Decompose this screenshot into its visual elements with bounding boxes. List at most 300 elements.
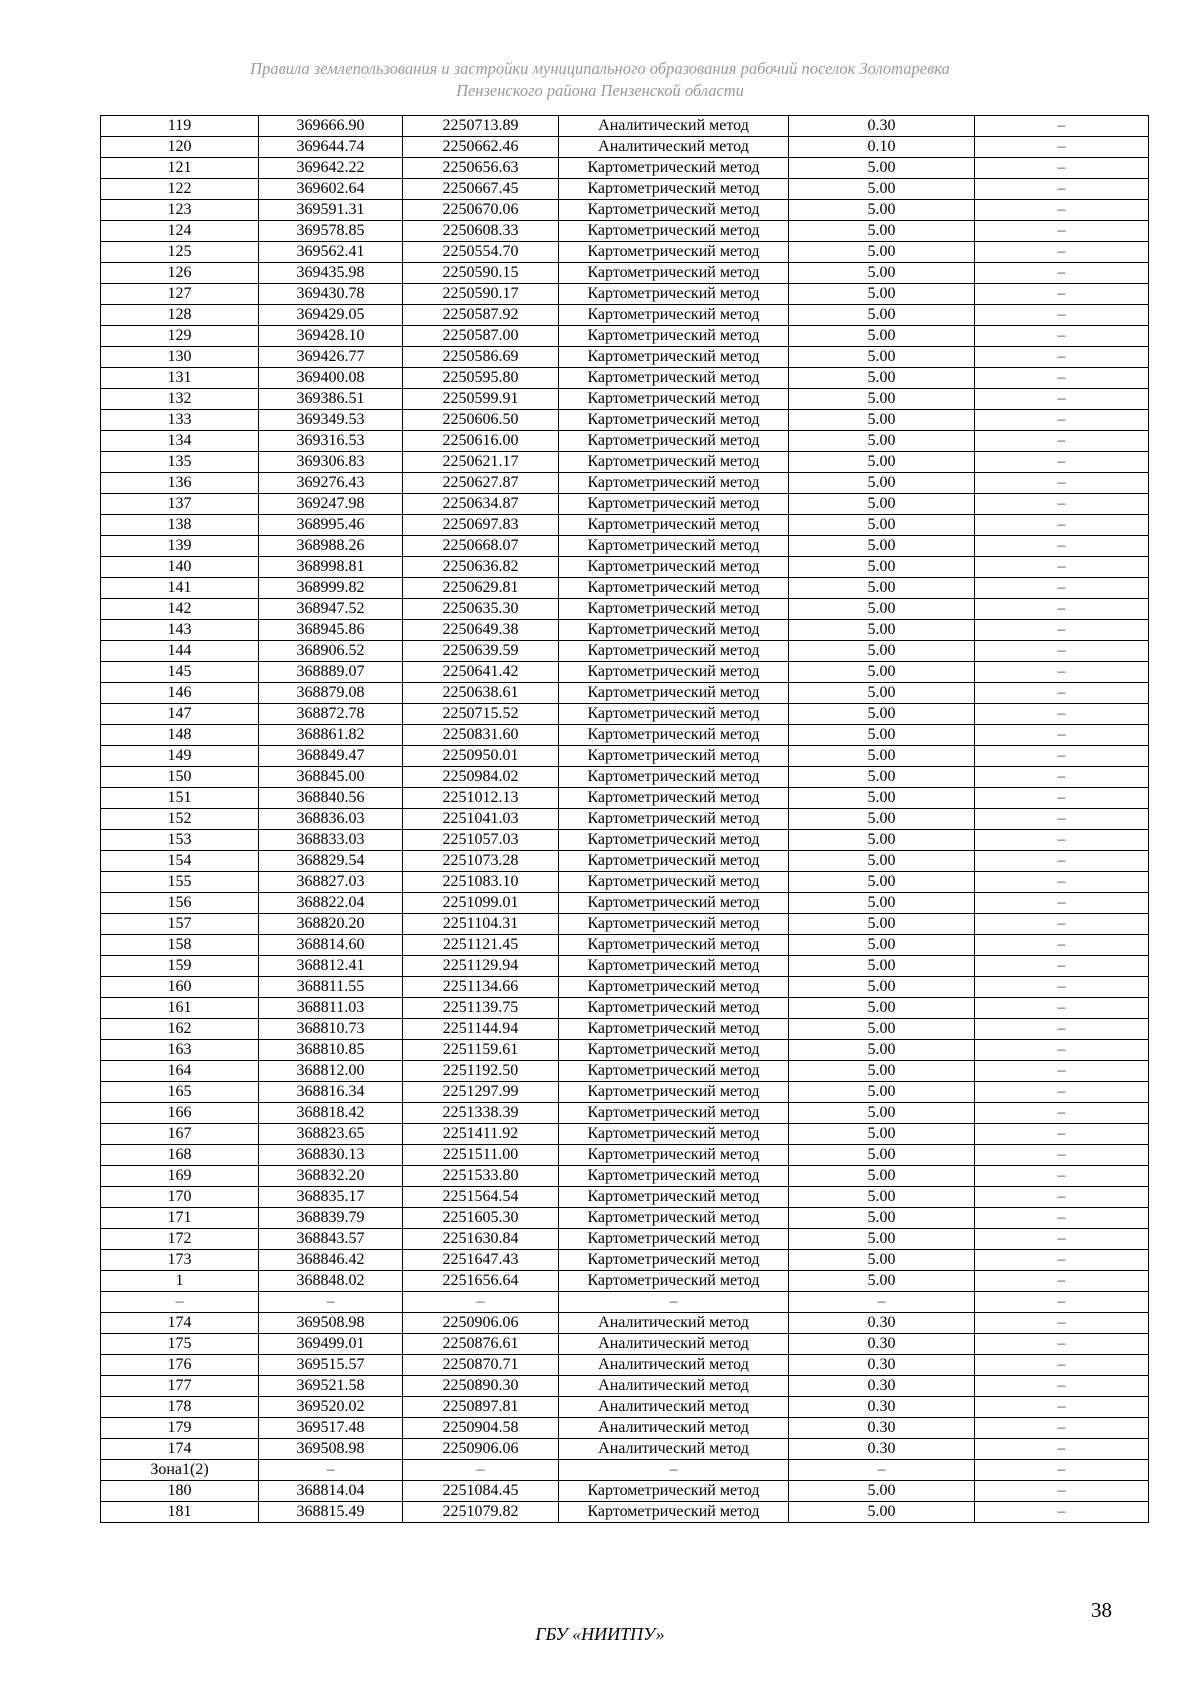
accuracy-cell: 5.00 bbox=[789, 1040, 975, 1061]
y-coordinate-cell: 2250608.33 bbox=[403, 221, 559, 242]
y-coordinate-cell: 2250554.70 bbox=[403, 242, 559, 263]
point-number-cell: 151 bbox=[101, 788, 259, 809]
table-row bbox=[101, 1208, 1149, 1229]
x-coordinate-cell: 368947.52 bbox=[259, 599, 403, 620]
accuracy-cell: 5.00 bbox=[789, 1187, 975, 1208]
table-row bbox=[101, 1313, 1149, 1334]
table-row bbox=[101, 1292, 1149, 1313]
method-cell: Картометрический метод bbox=[559, 893, 789, 914]
accuracy-cell: 5.00 bbox=[789, 704, 975, 725]
accuracy-cell: 5.00 bbox=[789, 536, 975, 557]
point-number-cell: 141 bbox=[101, 578, 259, 599]
x-coordinate-cell: 369520.02 bbox=[259, 1397, 403, 1418]
method-cell: Картометрический метод bbox=[559, 1271, 789, 1292]
description-cell: – bbox=[975, 347, 1149, 368]
point-number-cell: 125 bbox=[101, 242, 259, 263]
method-cell: Картометрический метод bbox=[559, 473, 789, 494]
method-cell: Картометрический метод bbox=[559, 1187, 789, 1208]
description-cell: – bbox=[975, 431, 1149, 452]
table-row bbox=[101, 725, 1149, 746]
method-cell: Картометрический метод bbox=[559, 389, 789, 410]
description-cell: – bbox=[975, 893, 1149, 914]
accuracy-cell: 5.00 bbox=[789, 578, 975, 599]
x-coordinate-cell: 369521.58 bbox=[259, 1376, 403, 1397]
description-cell: – bbox=[975, 284, 1149, 305]
description-cell: – bbox=[975, 956, 1149, 977]
method-cell: Картометрический метод bbox=[559, 284, 789, 305]
y-coordinate-cell: 2250670.06 bbox=[403, 200, 559, 221]
accuracy-cell: 5.00 bbox=[789, 1019, 975, 1040]
y-coordinate-cell: 2250606.50 bbox=[403, 410, 559, 431]
x-coordinate-cell: 368843.57 bbox=[259, 1229, 403, 1250]
method-cell: Картометрический метод bbox=[559, 557, 789, 578]
point-number-cell: 174 bbox=[101, 1439, 259, 1460]
method-cell: Картометрический метод bbox=[559, 221, 789, 242]
y-coordinate-cell: – bbox=[403, 1292, 559, 1313]
description-cell: – bbox=[975, 788, 1149, 809]
x-coordinate-cell: 369499.01 bbox=[259, 1334, 403, 1355]
table-row bbox=[101, 1334, 1149, 1355]
description-cell: – bbox=[975, 536, 1149, 557]
accuracy-cell: 5.00 bbox=[789, 347, 975, 368]
x-coordinate-cell: 369562.41 bbox=[259, 242, 403, 263]
x-coordinate-cell: 369435.98 bbox=[259, 263, 403, 284]
accuracy-cell: 5.00 bbox=[789, 1481, 975, 1502]
method-cell: Картометрический метод bbox=[559, 368, 789, 389]
x-coordinate-cell: 369430.78 bbox=[259, 284, 403, 305]
accuracy-cell: 5.00 bbox=[789, 431, 975, 452]
y-coordinate-cell: 2251083.10 bbox=[403, 872, 559, 893]
description-cell: – bbox=[975, 1418, 1149, 1439]
description-cell: – bbox=[975, 1271, 1149, 1292]
y-coordinate-cell: 2251511.00 bbox=[403, 1145, 559, 1166]
method-cell: Картометрический метод bbox=[559, 977, 789, 998]
method-cell: Картометрический метод bbox=[559, 620, 789, 641]
accuracy-cell: 5.00 bbox=[789, 326, 975, 347]
point-number-cell: 145 bbox=[101, 662, 259, 683]
y-coordinate-cell: 2251297.99 bbox=[403, 1082, 559, 1103]
accuracy-cell: 5.00 bbox=[789, 1061, 975, 1082]
method-cell: Картометрический метод bbox=[559, 452, 789, 473]
description-cell: – bbox=[975, 998, 1149, 1019]
description-cell: – bbox=[975, 1103, 1149, 1124]
description-cell: – bbox=[975, 1439, 1149, 1460]
point-number-cell: 136 bbox=[101, 473, 259, 494]
header-line-1: Правила землепользования и застройки муниципального образования рабочий поселок Золотаревка bbox=[250, 59, 950, 78]
point-number-cell: 160 bbox=[101, 977, 259, 998]
point-number-cell: 164 bbox=[101, 1061, 259, 1082]
table-row bbox=[101, 200, 1149, 221]
y-coordinate-cell: 2251084.45 bbox=[403, 1481, 559, 1502]
description-cell: – bbox=[975, 158, 1149, 179]
table-row bbox=[101, 599, 1149, 620]
accuracy-cell: 0.30 bbox=[789, 1397, 975, 1418]
accuracy-cell: 5.00 bbox=[789, 746, 975, 767]
description-cell: – bbox=[975, 1187, 1149, 1208]
y-coordinate-cell: 2250950.01 bbox=[403, 746, 559, 767]
point-number-cell: 161 bbox=[101, 998, 259, 1019]
description-cell: – bbox=[975, 830, 1149, 851]
point-number-cell: 142 bbox=[101, 599, 259, 620]
point-number-cell: 159 bbox=[101, 956, 259, 977]
method-cell: Картометрический метод bbox=[559, 851, 789, 872]
table-row bbox=[101, 788, 1149, 809]
point-number-cell: 150 bbox=[101, 767, 259, 788]
description-cell: – bbox=[975, 1019, 1149, 1040]
accuracy-cell: 0.30 bbox=[789, 1418, 975, 1439]
method-cell: Картометрический метод bbox=[559, 494, 789, 515]
description-cell: – bbox=[975, 620, 1149, 641]
table-row bbox=[101, 452, 1149, 473]
y-coordinate-cell: 2250831.60 bbox=[403, 725, 559, 746]
table-row bbox=[101, 116, 1149, 137]
method-cell: Картометрический метод bbox=[559, 1145, 789, 1166]
y-coordinate-cell: 2250870.71 bbox=[403, 1355, 559, 1376]
y-coordinate-cell: 2250629.81 bbox=[403, 578, 559, 599]
y-coordinate-cell: 2250587.92 bbox=[403, 305, 559, 326]
description-cell: – bbox=[975, 1124, 1149, 1145]
x-coordinate-cell: 368822.04 bbox=[259, 893, 403, 914]
accuracy-cell: 5.00 bbox=[789, 1250, 975, 1271]
method-cell: Картометрический метод bbox=[559, 1502, 789, 1523]
method-cell: Аналитический метод bbox=[559, 116, 789, 137]
x-coordinate-cell: 369666.90 bbox=[259, 116, 403, 137]
point-number-cell: 172 bbox=[101, 1229, 259, 1250]
x-coordinate-cell: 368995.46 bbox=[259, 515, 403, 536]
x-coordinate-cell: 369508.98 bbox=[259, 1439, 403, 1460]
method-cell: Картометрический метод bbox=[559, 662, 789, 683]
x-coordinate-cell: 369306.83 bbox=[259, 452, 403, 473]
x-coordinate-cell: – bbox=[259, 1460, 403, 1481]
accuracy-cell: 5.00 bbox=[789, 872, 975, 893]
point-number-cell: 180 bbox=[101, 1481, 259, 1502]
method-cell: Аналитический метод bbox=[559, 137, 789, 158]
y-coordinate-cell: 2250599.91 bbox=[403, 389, 559, 410]
y-coordinate-cell: 2251121.45 bbox=[403, 935, 559, 956]
accuracy-cell: 0.30 bbox=[789, 1376, 975, 1397]
y-coordinate-cell: 2250635.30 bbox=[403, 599, 559, 620]
description-cell: – bbox=[975, 977, 1149, 998]
table-row bbox=[101, 326, 1149, 347]
point-number-cell: 121 bbox=[101, 158, 259, 179]
accuracy-cell: 5.00 bbox=[789, 263, 975, 284]
point-number-cell: 175 bbox=[101, 1334, 259, 1355]
accuracy-cell: 5.00 bbox=[789, 893, 975, 914]
description-cell: – bbox=[975, 1334, 1149, 1355]
point-number-cell: 153 bbox=[101, 830, 259, 851]
method-cell: Картометрический метод bbox=[559, 1061, 789, 1082]
coordinates-table bbox=[100, 115, 1149, 1523]
description-cell: – bbox=[975, 767, 1149, 788]
method-cell: Картометрический метод bbox=[559, 578, 789, 599]
x-coordinate-cell: 369276.43 bbox=[259, 473, 403, 494]
point-number-cell: 126 bbox=[101, 263, 259, 284]
description-cell: – bbox=[975, 1061, 1149, 1082]
point-number-cell: 122 bbox=[101, 179, 259, 200]
y-coordinate-cell: 2251411.92 bbox=[403, 1124, 559, 1145]
accuracy-cell: 5.00 bbox=[789, 221, 975, 242]
description-cell: – bbox=[975, 1376, 1149, 1397]
description-cell: – bbox=[975, 914, 1149, 935]
table-row bbox=[101, 1166, 1149, 1187]
table-row bbox=[101, 1250, 1149, 1271]
accuracy-cell: 0.10 bbox=[789, 137, 975, 158]
x-coordinate-cell: 368839.79 bbox=[259, 1208, 403, 1229]
x-coordinate-cell: 369429.05 bbox=[259, 305, 403, 326]
method-cell: Картометрический метод bbox=[559, 515, 789, 536]
point-number-cell: 171 bbox=[101, 1208, 259, 1229]
x-coordinate-cell: 368999.82 bbox=[259, 578, 403, 599]
y-coordinate-cell: 2251104.31 bbox=[403, 914, 559, 935]
x-coordinate-cell: 368861.82 bbox=[259, 725, 403, 746]
description-cell: – bbox=[975, 578, 1149, 599]
point-number-cell: 135 bbox=[101, 452, 259, 473]
method-cell: Картометрический метод bbox=[559, 767, 789, 788]
accuracy-cell: 5.00 bbox=[789, 1166, 975, 1187]
table-row bbox=[101, 1019, 1149, 1040]
table-row bbox=[101, 872, 1149, 893]
table-row bbox=[101, 368, 1149, 389]
table-row bbox=[101, 1376, 1149, 1397]
description-cell: – bbox=[975, 1145, 1149, 1166]
point-number-cell: 168 bbox=[101, 1145, 259, 1166]
table-row bbox=[101, 410, 1149, 431]
x-coordinate-cell: 368846.42 bbox=[259, 1250, 403, 1271]
accuracy-cell: 5.00 bbox=[789, 767, 975, 788]
description-cell: – bbox=[975, 263, 1149, 284]
description-cell: – bbox=[975, 809, 1149, 830]
y-coordinate-cell: 2250662.46 bbox=[403, 137, 559, 158]
point-number-cell: 130 bbox=[101, 347, 259, 368]
description-cell: – bbox=[975, 704, 1149, 725]
point-number-cell: 178 bbox=[101, 1397, 259, 1418]
accuracy-cell: 5.00 bbox=[789, 1124, 975, 1145]
x-coordinate-cell: 368833.03 bbox=[259, 830, 403, 851]
document-header bbox=[0, 58, 1200, 102]
x-coordinate-cell: 368845.00 bbox=[259, 767, 403, 788]
table-row bbox=[101, 767, 1149, 788]
x-coordinate-cell: 368889.07 bbox=[259, 662, 403, 683]
accuracy-cell: 5.00 bbox=[789, 557, 975, 578]
y-coordinate-cell: 2250616.00 bbox=[403, 431, 559, 452]
table-row bbox=[101, 977, 1149, 998]
description-cell: – bbox=[975, 494, 1149, 515]
accuracy-cell: 5.00 bbox=[789, 305, 975, 326]
method-cell: Картометрический метод bbox=[559, 242, 789, 263]
method-cell: Аналитический метод bbox=[559, 1439, 789, 1460]
description-cell: – bbox=[975, 1040, 1149, 1061]
accuracy-cell: 0.30 bbox=[789, 1313, 975, 1334]
x-coordinate-cell: 369517.48 bbox=[259, 1418, 403, 1439]
table-row bbox=[101, 1460, 1149, 1481]
point-number-cell: 132 bbox=[101, 389, 259, 410]
description-cell: – bbox=[975, 1166, 1149, 1187]
table-row bbox=[101, 242, 1149, 263]
point-number-cell: 156 bbox=[101, 893, 259, 914]
y-coordinate-cell: 2250641.42 bbox=[403, 662, 559, 683]
description-cell: – bbox=[975, 641, 1149, 662]
method-cell: Картометрический метод bbox=[559, 179, 789, 200]
description-cell: – bbox=[975, 389, 1149, 410]
point-number-cell: 134 bbox=[101, 431, 259, 452]
x-coordinate-cell: 368840.56 bbox=[259, 788, 403, 809]
table-row bbox=[101, 641, 1149, 662]
accuracy-cell: 5.00 bbox=[789, 1208, 975, 1229]
x-coordinate-cell: 368945.86 bbox=[259, 620, 403, 641]
point-number-cell: 154 bbox=[101, 851, 259, 872]
table-row bbox=[101, 305, 1149, 326]
description-cell: – bbox=[975, 683, 1149, 704]
table-row bbox=[101, 179, 1149, 200]
description-cell: – bbox=[975, 1313, 1149, 1334]
table-row bbox=[101, 1103, 1149, 1124]
y-coordinate-cell: 2251012.13 bbox=[403, 788, 559, 809]
method-cell: Картометрический метод bbox=[559, 914, 789, 935]
description-cell: – bbox=[975, 452, 1149, 473]
accuracy-cell: 5.00 bbox=[789, 452, 975, 473]
point-number-cell: 128 bbox=[101, 305, 259, 326]
table-row bbox=[101, 1040, 1149, 1061]
table-row bbox=[101, 1418, 1149, 1439]
y-coordinate-cell: 2250897.81 bbox=[403, 1397, 559, 1418]
accuracy-cell: 5.00 bbox=[789, 242, 975, 263]
y-coordinate-cell: 2251605.30 bbox=[403, 1208, 559, 1229]
accuracy-cell: 5.00 bbox=[789, 956, 975, 977]
accuracy-cell: 5.00 bbox=[789, 914, 975, 935]
point-number-cell: 176 bbox=[101, 1355, 259, 1376]
y-coordinate-cell: 2251057.03 bbox=[403, 830, 559, 851]
point-number-cell: 179 bbox=[101, 1418, 259, 1439]
table-row bbox=[101, 1229, 1149, 1250]
table-row bbox=[101, 1355, 1149, 1376]
x-coordinate-cell: 368810.73 bbox=[259, 1019, 403, 1040]
table-row bbox=[101, 578, 1149, 599]
method-cell: Картометрический метод bbox=[559, 1019, 789, 1040]
y-coordinate-cell: 2250890.30 bbox=[403, 1376, 559, 1397]
description-cell: – bbox=[975, 1292, 1149, 1313]
table-row bbox=[101, 1124, 1149, 1145]
accuracy-cell: 5.00 bbox=[789, 368, 975, 389]
description-cell: – bbox=[975, 599, 1149, 620]
accuracy-cell: 5.00 bbox=[789, 935, 975, 956]
accuracy-cell: 5.00 bbox=[789, 662, 975, 683]
table-row bbox=[101, 473, 1149, 494]
method-cell: Картометрический метод bbox=[559, 956, 789, 977]
method-cell: Картометрический метод bbox=[559, 305, 789, 326]
point-number-cell: 177 bbox=[101, 1376, 259, 1397]
method-cell: Аналитический метод bbox=[559, 1418, 789, 1439]
method-cell: Картометрический метод bbox=[559, 326, 789, 347]
x-coordinate-cell: 368811.55 bbox=[259, 977, 403, 998]
x-coordinate-cell: 368829.54 bbox=[259, 851, 403, 872]
method-cell: Картометрический метод bbox=[559, 746, 789, 767]
x-coordinate-cell: 369591.31 bbox=[259, 200, 403, 221]
y-coordinate-cell: 2251073.28 bbox=[403, 851, 559, 872]
accuracy-cell: 5.00 bbox=[789, 1145, 975, 1166]
table-row bbox=[101, 956, 1149, 977]
description-cell: – bbox=[975, 1082, 1149, 1103]
table-row bbox=[101, 1397, 1149, 1418]
accuracy-cell: 5.00 bbox=[789, 200, 975, 221]
method-cell: Аналитический метод bbox=[559, 1397, 789, 1418]
method-cell: Картометрический метод bbox=[559, 704, 789, 725]
x-coordinate-cell: 368988.26 bbox=[259, 536, 403, 557]
method-cell: Картометрический метод bbox=[559, 263, 789, 284]
y-coordinate-cell: 2250590.15 bbox=[403, 263, 559, 284]
point-number-cell: 144 bbox=[101, 641, 259, 662]
point-number-cell: 157 bbox=[101, 914, 259, 935]
y-coordinate-cell: 2251041.03 bbox=[403, 809, 559, 830]
method-cell: Картометрический метод bbox=[559, 158, 789, 179]
x-coordinate-cell: 368820.20 bbox=[259, 914, 403, 935]
x-coordinate-cell: 368815.49 bbox=[259, 1502, 403, 1523]
point-number-cell: 137 bbox=[101, 494, 259, 515]
point-number-cell: 123 bbox=[101, 200, 259, 221]
method-cell: Картометрический метод bbox=[559, 872, 789, 893]
x-coordinate-cell: 368814.60 bbox=[259, 935, 403, 956]
description-cell: – bbox=[975, 725, 1149, 746]
description-cell: – bbox=[975, 305, 1149, 326]
accuracy-cell: 5.00 bbox=[789, 494, 975, 515]
page-number: 38 bbox=[1091, 1598, 1112, 1622]
accuracy-cell: 5.00 bbox=[789, 599, 975, 620]
x-coordinate-cell: 368818.42 bbox=[259, 1103, 403, 1124]
method-cell: Аналитический метод bbox=[559, 1355, 789, 1376]
y-coordinate-cell: 2250904.58 bbox=[403, 1418, 559, 1439]
point-number-cell: 152 bbox=[101, 809, 259, 830]
method-cell: Аналитический метод bbox=[559, 1334, 789, 1355]
method-cell: Картометрический метод bbox=[559, 1481, 789, 1502]
accuracy-cell: 0.30 bbox=[789, 116, 975, 137]
x-coordinate-cell: 369349.53 bbox=[259, 410, 403, 431]
table-row bbox=[101, 662, 1149, 683]
point-number-cell: 127 bbox=[101, 284, 259, 305]
x-coordinate-cell: 368811.03 bbox=[259, 998, 403, 1019]
accuracy-cell: 5.00 bbox=[789, 788, 975, 809]
y-coordinate-cell: 2250627.87 bbox=[403, 473, 559, 494]
point-number-cell: 147 bbox=[101, 704, 259, 725]
x-coordinate-cell: 368827.03 bbox=[259, 872, 403, 893]
header-line-2: Пензенского района Пензенской области bbox=[456, 81, 744, 100]
x-coordinate-cell: 368812.41 bbox=[259, 956, 403, 977]
y-coordinate-cell: 2251192.50 bbox=[403, 1061, 559, 1082]
method-cell: Картометрический метод bbox=[559, 431, 789, 452]
y-coordinate-cell: 2250634.87 bbox=[403, 494, 559, 515]
table-row bbox=[101, 515, 1149, 536]
accuracy-cell: 5.00 bbox=[789, 1229, 975, 1250]
x-coordinate-cell: 368814.04 bbox=[259, 1481, 403, 1502]
accuracy-cell: 5.00 bbox=[789, 1502, 975, 1523]
table-row bbox=[101, 1502, 1149, 1523]
y-coordinate-cell: 2250656.63 bbox=[403, 158, 559, 179]
table-row bbox=[101, 746, 1149, 767]
accuracy-cell: 5.00 bbox=[789, 641, 975, 662]
table-row bbox=[101, 1271, 1149, 1292]
point-number-cell: 158 bbox=[101, 935, 259, 956]
accuracy-cell: 5.00 bbox=[789, 683, 975, 704]
point-number-cell: 174 bbox=[101, 1313, 259, 1334]
accuracy-cell: 5.00 bbox=[789, 830, 975, 851]
x-coordinate-cell: 368810.85 bbox=[259, 1040, 403, 1061]
y-coordinate-cell: 2251134.66 bbox=[403, 977, 559, 998]
description-cell: – bbox=[975, 179, 1149, 200]
y-coordinate-cell: 2251079.82 bbox=[403, 1502, 559, 1523]
x-coordinate-cell: 369428.10 bbox=[259, 326, 403, 347]
table-row bbox=[101, 998, 1149, 1019]
y-coordinate-cell: 2251647.43 bbox=[403, 1250, 559, 1271]
point-number-cell: 181 bbox=[101, 1502, 259, 1523]
description-cell: – bbox=[975, 1460, 1149, 1481]
